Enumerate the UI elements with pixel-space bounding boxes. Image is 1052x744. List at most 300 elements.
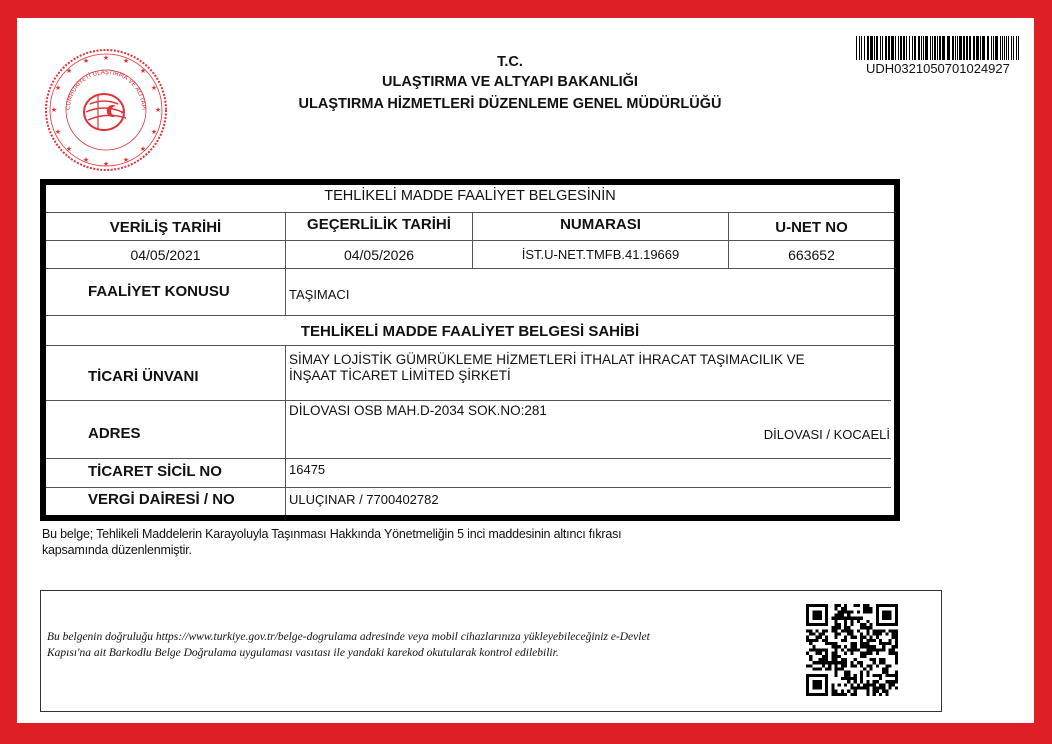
qr-module bbox=[809, 648, 812, 651]
qr-module bbox=[895, 633, 898, 636]
svg-text:★: ★ bbox=[65, 68, 73, 75]
qr-module bbox=[844, 645, 847, 648]
qr-module bbox=[841, 690, 844, 693]
barcode-bar bbox=[966, 36, 968, 60]
qr-module bbox=[835, 645, 838, 648]
qr-module bbox=[844, 604, 847, 607]
qr-module bbox=[806, 677, 809, 680]
barcode-bar bbox=[870, 36, 873, 60]
qr-module bbox=[854, 686, 857, 689]
qr-module bbox=[825, 604, 828, 607]
header-directorate: ULAŞTIRMA HİZMETLERİ DÜZENLEME GENEL MÜDÜRLÜĞÜ bbox=[298, 96, 722, 112]
qr-module bbox=[860, 626, 863, 629]
barcode-bar bbox=[923, 36, 924, 60]
qr-module bbox=[828, 642, 831, 645]
qr-module bbox=[885, 693, 888, 696]
barcode-bar bbox=[976, 36, 979, 60]
qr-module bbox=[812, 686, 815, 689]
qr-module bbox=[888, 623, 891, 626]
qr-module bbox=[844, 629, 847, 632]
qr-module bbox=[876, 686, 879, 689]
qr-module bbox=[860, 661, 863, 664]
qr-module bbox=[888, 604, 891, 607]
legal-note-line-2: kapsamında düzenlenmiştir. bbox=[42, 543, 192, 557]
qr-module bbox=[876, 614, 879, 617]
qr-module bbox=[895, 655, 898, 658]
qr-module bbox=[885, 610, 888, 613]
qr-module bbox=[838, 623, 841, 626]
qr-module bbox=[895, 639, 898, 642]
qr-module bbox=[866, 642, 869, 645]
qr-module bbox=[885, 617, 888, 620]
qr-module bbox=[885, 664, 888, 667]
barcode-bar bbox=[882, 36, 883, 60]
qr-module bbox=[860, 652, 863, 655]
barcode-bar bbox=[939, 36, 941, 60]
qr-module bbox=[860, 664, 863, 667]
qr-module bbox=[841, 617, 844, 620]
qr-module bbox=[819, 693, 822, 696]
barcode-bar bbox=[867, 36, 869, 60]
qr-module bbox=[825, 639, 828, 642]
qr-module bbox=[835, 652, 838, 655]
qr-module bbox=[816, 674, 819, 677]
qr-module bbox=[844, 677, 847, 680]
qr-module bbox=[860, 655, 863, 658]
barcode-bar bbox=[876, 36, 878, 60]
qr-module bbox=[860, 645, 863, 648]
qr-module bbox=[841, 667, 844, 670]
qr-module bbox=[809, 674, 812, 677]
qr-module bbox=[809, 693, 812, 696]
qr-module bbox=[863, 636, 866, 639]
qr-module bbox=[806, 620, 809, 623]
qr-module bbox=[892, 633, 895, 636]
qr-module bbox=[835, 667, 838, 670]
barcode-bar bbox=[937, 36, 938, 60]
qr-module bbox=[885, 667, 888, 670]
qr-module bbox=[854, 674, 857, 677]
qr-module bbox=[854, 664, 857, 667]
qr-module bbox=[869, 648, 872, 651]
qr-module bbox=[844, 626, 847, 629]
qr-module bbox=[847, 633, 850, 636]
qr-module bbox=[819, 610, 822, 613]
qr-module bbox=[873, 693, 876, 696]
qr-module bbox=[838, 661, 841, 664]
qr-module bbox=[857, 620, 860, 623]
qr-module bbox=[888, 674, 891, 677]
qr-module bbox=[876, 648, 879, 651]
qr-module bbox=[866, 633, 869, 636]
qr-module bbox=[825, 610, 828, 613]
barcode-bar bbox=[980, 36, 981, 60]
qr-module bbox=[816, 648, 819, 651]
barcode-bar bbox=[934, 36, 936, 60]
qr-module bbox=[812, 604, 815, 607]
qr-module bbox=[806, 680, 809, 683]
qr-module bbox=[835, 633, 838, 636]
qr-module bbox=[838, 693, 841, 696]
qr-code-icon[interactable] bbox=[806, 604, 898, 696]
qr-module bbox=[825, 683, 828, 686]
qr-module bbox=[828, 661, 831, 664]
qr-module bbox=[819, 617, 822, 620]
qr-module bbox=[882, 629, 885, 632]
qr-module bbox=[850, 686, 853, 689]
qr-module bbox=[885, 604, 888, 607]
verification-line-2: Kapısı'na ait Barkodlu Belge Doğrulama uygulaması vasıtası ile yandaki karekod okutularak kontrol edilebilir. bbox=[47, 647, 559, 659]
qr-module bbox=[844, 671, 847, 674]
barcode-bar bbox=[921, 36, 922, 60]
qr-module bbox=[882, 614, 885, 617]
qr-module bbox=[809, 629, 812, 632]
qr-module bbox=[819, 658, 822, 661]
qr-module bbox=[847, 614, 850, 617]
qr-module bbox=[838, 626, 841, 629]
barcode-bar bbox=[1006, 36, 1007, 60]
qr-module bbox=[879, 629, 882, 632]
qr-module bbox=[835, 614, 838, 617]
qr-module bbox=[882, 658, 885, 661]
qr-module bbox=[869, 626, 872, 629]
legal-note-line-1: Bu belge; Tehlikeli Maddelerin Karayoluyla Taşınması Hakkında Yönetmeliğin 5 inci maddesinin altıncı fıkrası bbox=[42, 527, 622, 541]
qr-module bbox=[816, 604, 819, 607]
qr-module bbox=[895, 617, 898, 620]
qr-module bbox=[892, 636, 895, 639]
barcode-bar bbox=[1000, 36, 1001, 60]
qr-module bbox=[816, 623, 819, 626]
verification-box bbox=[40, 590, 942, 712]
barcode-bar bbox=[925, 36, 928, 60]
ministry-seal-icon bbox=[44, 48, 168, 172]
qr-module bbox=[816, 667, 819, 670]
qr-module bbox=[825, 614, 828, 617]
qr-module bbox=[847, 674, 850, 677]
qr-module bbox=[866, 626, 869, 629]
qr-module bbox=[892, 623, 895, 626]
qr-module bbox=[812, 617, 815, 620]
qr-module bbox=[831, 655, 834, 658]
qr-module bbox=[895, 607, 898, 610]
qr-module bbox=[876, 610, 879, 613]
qr-module bbox=[866, 671, 869, 674]
qr-module bbox=[882, 648, 885, 651]
qr-module bbox=[850, 661, 853, 664]
barcode-bar bbox=[982, 36, 985, 60]
qr-module bbox=[825, 648, 828, 651]
qr-module bbox=[879, 683, 882, 686]
qr-module bbox=[825, 642, 828, 645]
qr-module bbox=[879, 639, 882, 642]
qr-module bbox=[844, 652, 847, 655]
qr-module bbox=[844, 683, 847, 686]
qr-module bbox=[819, 633, 822, 636]
qr-module bbox=[822, 655, 825, 658]
qr-module bbox=[844, 693, 847, 696]
registry-label: TİCARET SİCİL NO bbox=[88, 463, 222, 480]
qr-module bbox=[850, 683, 853, 686]
qr-module bbox=[857, 617, 860, 620]
barcode-bar bbox=[874, 36, 875, 60]
qr-module bbox=[831, 629, 834, 632]
barcode-bar bbox=[1018, 36, 1019, 60]
barcode-number: UDH0321050701024927 bbox=[866, 61, 1010, 76]
qr-module bbox=[812, 610, 815, 613]
qr-module bbox=[809, 655, 812, 658]
qr-module bbox=[863, 686, 866, 689]
qr-module bbox=[850, 642, 853, 645]
qr-module bbox=[844, 623, 847, 626]
column-unet-no: U-NET NO bbox=[775, 219, 848, 236]
qr-module bbox=[850, 633, 853, 636]
qr-module bbox=[825, 623, 828, 626]
qr-module bbox=[876, 617, 879, 620]
qr-module bbox=[841, 693, 844, 696]
tax-office-label: VERGİ DAİRESİ / NO bbox=[88, 491, 235, 508]
qr-module bbox=[888, 639, 891, 642]
qr-module bbox=[892, 683, 895, 686]
qr-module bbox=[869, 645, 872, 648]
address-line-2: DİLOVASI / KOCAELİ bbox=[763, 427, 890, 442]
qr-module bbox=[854, 693, 857, 696]
qr-module bbox=[828, 664, 831, 667]
qr-module bbox=[882, 642, 885, 645]
qr-module bbox=[857, 648, 860, 651]
qr-module bbox=[876, 629, 879, 632]
barcode-bar bbox=[963, 36, 965, 60]
qr-module bbox=[825, 680, 828, 683]
qr-module bbox=[857, 629, 860, 632]
barcode-bar bbox=[932, 36, 933, 60]
qr-module bbox=[860, 677, 863, 680]
qr-module bbox=[825, 677, 828, 680]
qr-module bbox=[876, 636, 879, 639]
qr-module bbox=[835, 629, 838, 632]
qr-module bbox=[822, 648, 825, 651]
column-number: NUMARASI bbox=[560, 216, 641, 233]
qr-module bbox=[850, 629, 853, 632]
qr-module bbox=[838, 633, 841, 636]
qr-module bbox=[879, 661, 882, 664]
issue-date-value: 04/05/2021 bbox=[130, 247, 201, 263]
qr-module bbox=[876, 623, 879, 626]
qr-module bbox=[816, 617, 819, 620]
svg-text:★: ★ bbox=[102, 161, 110, 168]
svg-text:★: ★ bbox=[82, 157, 90, 164]
qr-module bbox=[841, 648, 844, 651]
qr-module bbox=[847, 610, 850, 613]
qr-module bbox=[816, 686, 819, 689]
qr-module bbox=[879, 633, 882, 636]
qr-module bbox=[816, 610, 819, 613]
qr-module bbox=[844, 664, 847, 667]
qr-module bbox=[835, 617, 838, 620]
qr-module bbox=[806, 614, 809, 617]
qr-module bbox=[825, 655, 828, 658]
qr-module bbox=[882, 683, 885, 686]
qr-module bbox=[885, 623, 888, 626]
qr-module bbox=[860, 623, 863, 626]
qr-module bbox=[835, 607, 838, 610]
trade-name-line-2: İNŞAAT TİCARET LİMİTED ŞİRKETİ bbox=[289, 368, 511, 383]
qr-module bbox=[873, 658, 876, 661]
qr-module bbox=[816, 661, 819, 664]
qr-module bbox=[860, 636, 863, 639]
qr-module bbox=[895, 642, 898, 645]
qr-module bbox=[876, 652, 879, 655]
qr-module bbox=[850, 623, 853, 626]
qr-module bbox=[854, 658, 857, 661]
qr-module bbox=[873, 690, 876, 693]
barcode-bar bbox=[906, 36, 907, 60]
barcode-bar bbox=[912, 36, 913, 60]
qr-module bbox=[819, 674, 822, 677]
qr-module bbox=[838, 604, 841, 607]
qr-module bbox=[847, 626, 850, 629]
qr-module bbox=[882, 667, 885, 670]
qr-module bbox=[879, 642, 882, 645]
qr-module bbox=[895, 620, 898, 623]
qr-module bbox=[825, 661, 828, 664]
qr-module bbox=[847, 671, 850, 674]
qr-module bbox=[882, 686, 885, 689]
qr-module bbox=[806, 604, 809, 607]
qr-module bbox=[854, 617, 857, 620]
qr-module bbox=[885, 680, 888, 683]
qr-module bbox=[895, 614, 898, 617]
qr-module bbox=[869, 607, 872, 610]
svg-text:★: ★ bbox=[65, 146, 73, 153]
barcode-bar bbox=[859, 36, 860, 60]
qr-module bbox=[819, 667, 822, 670]
svg-text:★: ★ bbox=[54, 129, 62, 136]
qr-module bbox=[825, 629, 828, 632]
qr-module bbox=[825, 690, 828, 693]
qr-module bbox=[895, 645, 898, 648]
qr-module bbox=[882, 645, 885, 648]
svg-text:★: ★ bbox=[120, 110, 125, 116]
qr-module bbox=[882, 604, 885, 607]
qr-module bbox=[885, 674, 888, 677]
qr-module bbox=[863, 604, 866, 607]
qr-module bbox=[888, 664, 891, 667]
qr-module bbox=[841, 629, 844, 632]
trade-name-line-1: SİMAY LOJİSTİK GÜMRÜKLEME HİZMETLERİ İTHALAT İHRACAT TAŞIMACILIK VE bbox=[289, 352, 805, 367]
legal-note bbox=[42, 526, 621, 558]
qr-module bbox=[809, 633, 812, 636]
barcode-bar bbox=[987, 36, 989, 60]
qr-module bbox=[854, 677, 857, 680]
qr-module bbox=[835, 604, 838, 607]
qr-module bbox=[879, 604, 882, 607]
qr-module bbox=[816, 636, 819, 639]
qr-module bbox=[847, 690, 850, 693]
qr-module bbox=[835, 655, 838, 658]
qr-module bbox=[825, 674, 828, 677]
qr-module bbox=[835, 620, 838, 623]
qr-module bbox=[895, 674, 898, 677]
qr-module bbox=[841, 661, 844, 664]
qr-module bbox=[822, 623, 825, 626]
unet-no-value: 663652 bbox=[788, 247, 835, 263]
qr-module bbox=[882, 671, 885, 674]
qr-module bbox=[869, 639, 872, 642]
qr-module bbox=[866, 645, 869, 648]
svg-text:★: ★ bbox=[50, 107, 58, 114]
trade-name-label: TİCARİ ÜNVANI bbox=[88, 368, 199, 385]
barcode-bar bbox=[1004, 36, 1005, 60]
qr-module bbox=[822, 664, 825, 667]
qr-module bbox=[825, 693, 828, 696]
qr-module bbox=[835, 690, 838, 693]
address-line-1: DİLOVASI OSB MAH.D-2034 SOK.NO:281 bbox=[289, 403, 547, 418]
qr-module bbox=[844, 661, 847, 664]
qr-module bbox=[860, 617, 863, 620]
svg-text:★: ★ bbox=[122, 157, 130, 164]
validity-date-value: 04/05/2026 bbox=[343, 247, 415, 263]
qr-module bbox=[847, 677, 850, 680]
qr-module bbox=[831, 658, 834, 661]
activity-label: FAALİYET KONUSU bbox=[88, 283, 230, 300]
qr-module bbox=[847, 680, 850, 683]
qr-module bbox=[850, 617, 853, 620]
barcode-bar bbox=[918, 36, 920, 60]
qr-module bbox=[812, 683, 815, 686]
qr-module bbox=[819, 683, 822, 686]
qr-module bbox=[873, 674, 876, 677]
qr-module bbox=[841, 639, 844, 642]
qr-module bbox=[879, 677, 882, 680]
qr-module bbox=[863, 626, 866, 629]
qr-module bbox=[879, 674, 882, 677]
qr-module bbox=[841, 610, 844, 613]
qr-module bbox=[831, 645, 834, 648]
qr-module bbox=[850, 610, 853, 613]
qr-module bbox=[882, 690, 885, 693]
qr-module bbox=[819, 648, 822, 651]
qr-module bbox=[873, 661, 876, 664]
qr-module bbox=[854, 645, 857, 648]
qr-module bbox=[873, 648, 876, 651]
qr-module bbox=[882, 610, 885, 613]
qr-module bbox=[825, 652, 828, 655]
qr-module bbox=[822, 629, 825, 632]
qr-module bbox=[831, 686, 834, 689]
barcode-bar bbox=[900, 36, 902, 60]
qr-module bbox=[860, 671, 863, 674]
qr-module bbox=[876, 680, 879, 683]
qr-module bbox=[831, 642, 834, 645]
qr-module bbox=[825, 658, 828, 661]
qr-module bbox=[831, 693, 834, 696]
barcode-bar bbox=[856, 36, 857, 60]
qr-module bbox=[888, 683, 891, 686]
qr-module bbox=[895, 680, 898, 683]
qr-module bbox=[835, 664, 838, 667]
qr-module bbox=[819, 686, 822, 689]
document-header bbox=[250, 52, 770, 114]
qr-module bbox=[806, 629, 809, 632]
barcode-bar bbox=[955, 36, 956, 60]
qr-module bbox=[841, 664, 844, 667]
qr-module bbox=[866, 652, 869, 655]
qr-module bbox=[812, 614, 815, 617]
qr-module bbox=[850, 620, 853, 623]
qr-module bbox=[806, 683, 809, 686]
qr-module bbox=[850, 693, 853, 696]
qr-module bbox=[866, 683, 869, 686]
